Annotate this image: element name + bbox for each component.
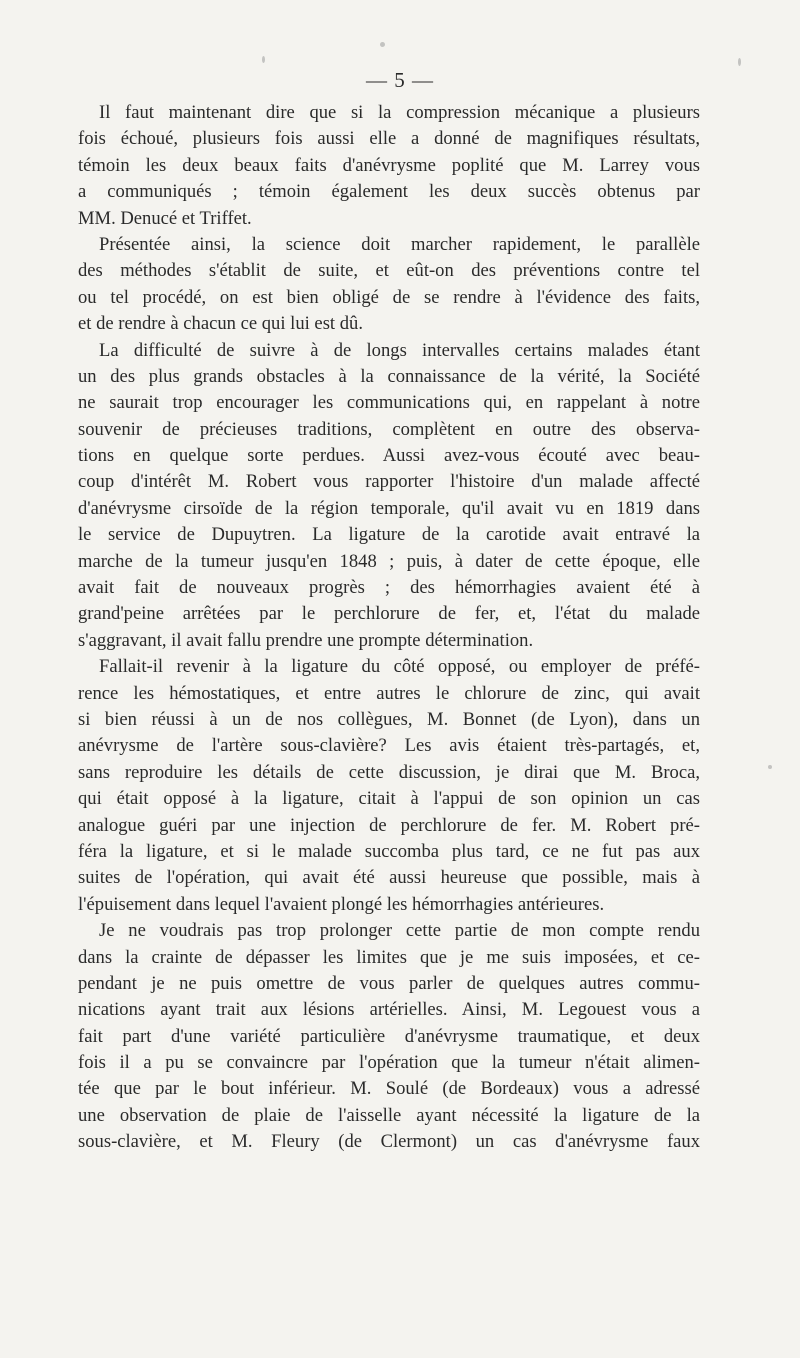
text-line: dans la crainte de dépasser les limites que je me suis imposées, et ce- [78,946,700,968]
text-line: le service de Dupuytren. La ligature de la carotide avait entravé la [78,524,700,546]
text-line: si bien réussi à un de nos collègues, M. Bonnet (de Lyon), dans un [78,708,700,730]
text-line: souvenir de précieuses traditions, complètent en outre des observa- [78,418,700,440]
text-line: pendant je ne puis omettre de vous parler de quelques autres commu- [78,972,700,994]
text-line: tions en quelque sorte perdues. Aussi avez-vous écouté avec beau- [78,445,700,467]
text-line: fois il a pu se convaincre par l'opération que la tumeur n'était alimen- [78,1052,700,1074]
paragraph [78,232,700,338]
text-line: tée que par le bout inférieur. M. Soulé (de Bordeaux) vous a adressé [78,1078,700,1100]
text-line: suites de l'opération, qui avait été aussi heureuse que possible, mais à [78,867,700,889]
paragraph [78,918,700,1156]
body-text [78,100,700,1156]
text-line: marche de la tumeur jusqu'en 1848 ; puis, à dater de cette époque, elle [78,550,700,572]
text-line: ou tel procédé, on est bien obligé de se rendre à l'évidence des faits, [78,286,700,308]
text-line: fait part d'une variété particulière d'anévrysme traumatique, et deux [78,1025,700,1047]
paper-speck [768,765,772,769]
text-line: et de rendre à chacun ce qui lui est dû. [78,313,363,335]
text-line: une observation de plaie de l'aisselle ayant nécessité la ligature de la [78,1104,700,1126]
text-line: anévrysme de l'artère sous-clavière? Les avis étaient très-partagés, et, [78,735,700,757]
text-line: Je ne voudrais pas trop prolonger cette partie de mon compte rendu [99,920,700,942]
text-line: Fallait-il revenir à la ligature du côté opposé, ou employer de préfé- [99,656,700,678]
text-line: l'épuisement dans lequel l'avaient plongé les hémorrhagies antérieures. [78,893,605,915]
text-line: ne saurait trop encourager les communications qui, en rappelant à notre [78,392,700,414]
text-line: Présentée ainsi, la science doit marcher rapidement, le parallèle [99,233,700,255]
text-line: fois échoué, plusieurs fois aussi elle a donné de magnifiques résultats, [78,128,700,150]
text-line: MM. Denucé et Triffet. [78,207,252,229]
text-line: nications ayant trait aux lésions artérielles. Ainsi, M. Legouest vous a [78,999,700,1021]
paragraph [78,100,700,232]
text-line: Il faut maintenant dire que si la compression mécanique a plusieurs [99,102,700,123]
paper-speck [738,58,741,66]
text-line: avait fait de nouveaux progrès ; des hémorrhagies avaient été à [78,577,700,599]
text-line: qui était opposé à la ligature, citait à l'appui de son opinion un cas [78,788,700,810]
text-line: sous-clavière, et M. Fleury (de Clermont) un cas d'anévrysme faux [78,1131,700,1153]
paper-speck [380,42,385,47]
text-line: féra la ligature, et si le malade succomba plus tard, ce ne fut pas aux [78,840,700,862]
text-line: témoin les deux beaux faits d'anévrysme poplité que M. Larrey vous [78,154,700,176]
text-line: La difficulté de suivre à de longs intervalles certains malades étant [99,339,700,361]
paragraph [78,654,700,918]
text-line: sans reproduire les détails de cette discussion, je dirai que M. Broca, [78,761,700,783]
text-line: un des plus grands obstacles à la connaissance de la vérité, la Société [78,365,700,387]
paper-speck [262,56,265,63]
text-line: s'aggravant, il avait fallu prendre une prompte détermination. [78,629,534,651]
text-line: a communiqués ; témoin également les deux succès obtenus par [78,181,700,203]
text-line: rence les hémostatiques, et entre autres le chlorure de zinc, qui avait [78,682,700,704]
text-line: analogue guéri par une injection de perchlorure de fer. M. Robert pré- [78,814,700,836]
page-number: — 5 — [366,68,434,92]
text-line: des méthodes s'établit de suite, et eût-on des préventions contre tel [78,260,700,282]
text-line: coup d'intérêt M. Robert vous rapporter l'histoire d'un malade affecté [78,471,700,493]
paragraph [78,338,700,655]
text-line: d'anévrysme cirsoïde de la région temporale, qu'il avait vu en 1819 dans [78,497,700,519]
text-line: grand'peine arrêtées par le perchlorure de fer, et, l'état du malade [78,603,700,625]
